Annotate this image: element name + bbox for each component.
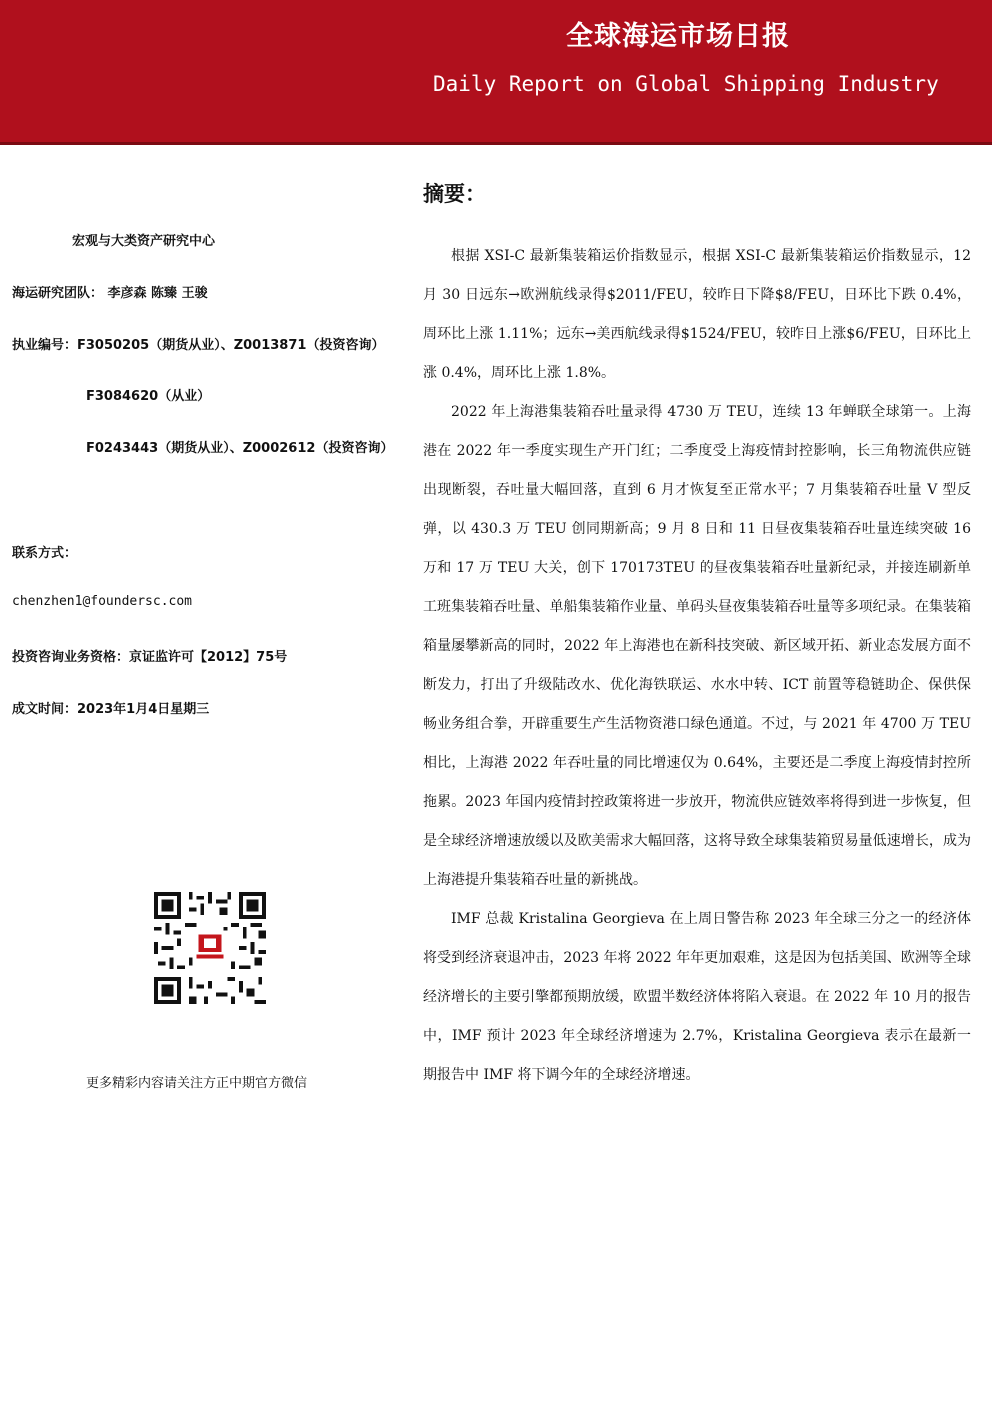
summary-paragraph: IMF 总裁 Kristalina Georgieva 在上周日警告称 2023 年全球三分之一的经济体将受到经济衰退冲击，2023 年将 2022 年年更加艰难，这是因为包括美国、欧洲等全球经济增长的主要引擎都预期放缓，欧盟半数经济体将陷入衰退。在 2022 年 10 月的报告中，IMF 预计 2023 年全球经济增速为 2.7%，Kristalina Georgieva 表示在最新一期报告中 IMF 将下调今年的全球经济增速。 bbox=[423, 911, 971, 1083]
license-line-3: F0243443（期货从业）、Z0002612（投资咨询） bbox=[86, 441, 394, 456]
report-title-en: Daily Report on Global Shipping Industry bbox=[433, 72, 939, 96]
qr-caption: 更多精彩内容请关注方正中期官方微信 bbox=[86, 1076, 308, 1091]
summary-paragraph: 根据 XSI-C 最新集装箱运价指数显示，根据 XSI-C 最新集装箱运价指数显示，12 月 30 日远东→欧洲航线录得$2011/FEU，较昨日下降$8/FEU，日环比下跌 0.4%，周环比上涨 1.11%；远东→美西航线录得$1524/FEU，较昨日上涨$6/FEU，日环比上涨 0.4%，周环比上涨 1.8%。 bbox=[423, 248, 971, 381]
license-line-2: F3084620（从业） bbox=[86, 389, 211, 404]
qr-code-icon bbox=[154, 892, 266, 1004]
summary-body bbox=[423, 237, 971, 1095]
contact-label: 联系方式： bbox=[12, 546, 78, 561]
report-title-cn: 全球海运市场日报 bbox=[566, 21, 790, 52]
qualification: 投资咨询业务资格：京证监许可【2012】75号 bbox=[12, 650, 288, 665]
summary-paragraph: 2022 年上海港集装箱吞吐量录得 4730 万 TEU，连续 13 年蝉联全球第一。上海港在 2022 年一季度实现生产开门红；二季度受上海疫情封控影响，长三角物流供应链出现断裂，吞吐量大幅回落，直到 6 月才恢复至正常水平；7 月集装箱吞吐量 V 型反弹，以 430.3 万 TEU 创同期新高；9 月 8 日和 11 日昼夜集装箱吞吐量连续突破 16 万和 17 万 TEU 大关，创下 170173TEU 的昼夜集装箱吞吐量新纪录，并接连刷新单工班集装箱吞吐量、单船集装箱作业量、单码头昼夜集装箱吞吐量等多项纪录。在集装箱箱量屡攀新高的同时，2022 年上海港也在新科技突破、新区域开拓、新业态发展方面不断发力，打出了升级陆改水、优化海铁联运、水水中转、ICT 前置等稳链助企、保供保畅业务组合拳，开辟重要生产生活物资港口绿色通道。不过，与 2021 年 4700 万 TEU 相比，上海港 2022 年吞吐量的同比增速仅为 0.64%，主要还是二季度上海疫情封控所拖累。2023 年国内疫情封控政策将进一步放开，物流供应链效率将得到进一步恢复，但是全球经济增速放缓以及欧美需求大幅回落，这将导致全球集装箱贸易量低速增长，成为上海港提升集装箱吞吐量的新挑战。 bbox=[423, 404, 971, 888]
header-banner bbox=[0, 0, 992, 142]
header-divider bbox=[0, 142, 992, 145]
summary-heading: 摘要： bbox=[423, 182, 486, 206]
contact-email[interactable]: chenzhen1@foundersc.com bbox=[12, 594, 193, 609]
team-members: 海运研究团队： 李彦森 陈臻 王骏 bbox=[12, 286, 208, 301]
research-center: 宏观与大类资产研究中心 bbox=[72, 234, 216, 249]
report-date: 成文时间：2023年1月4日星期三 bbox=[12, 702, 210, 717]
license-line-1: 执业编号：F3050205（期货从业）、Z0013871（投资咨询） bbox=[12, 338, 385, 353]
